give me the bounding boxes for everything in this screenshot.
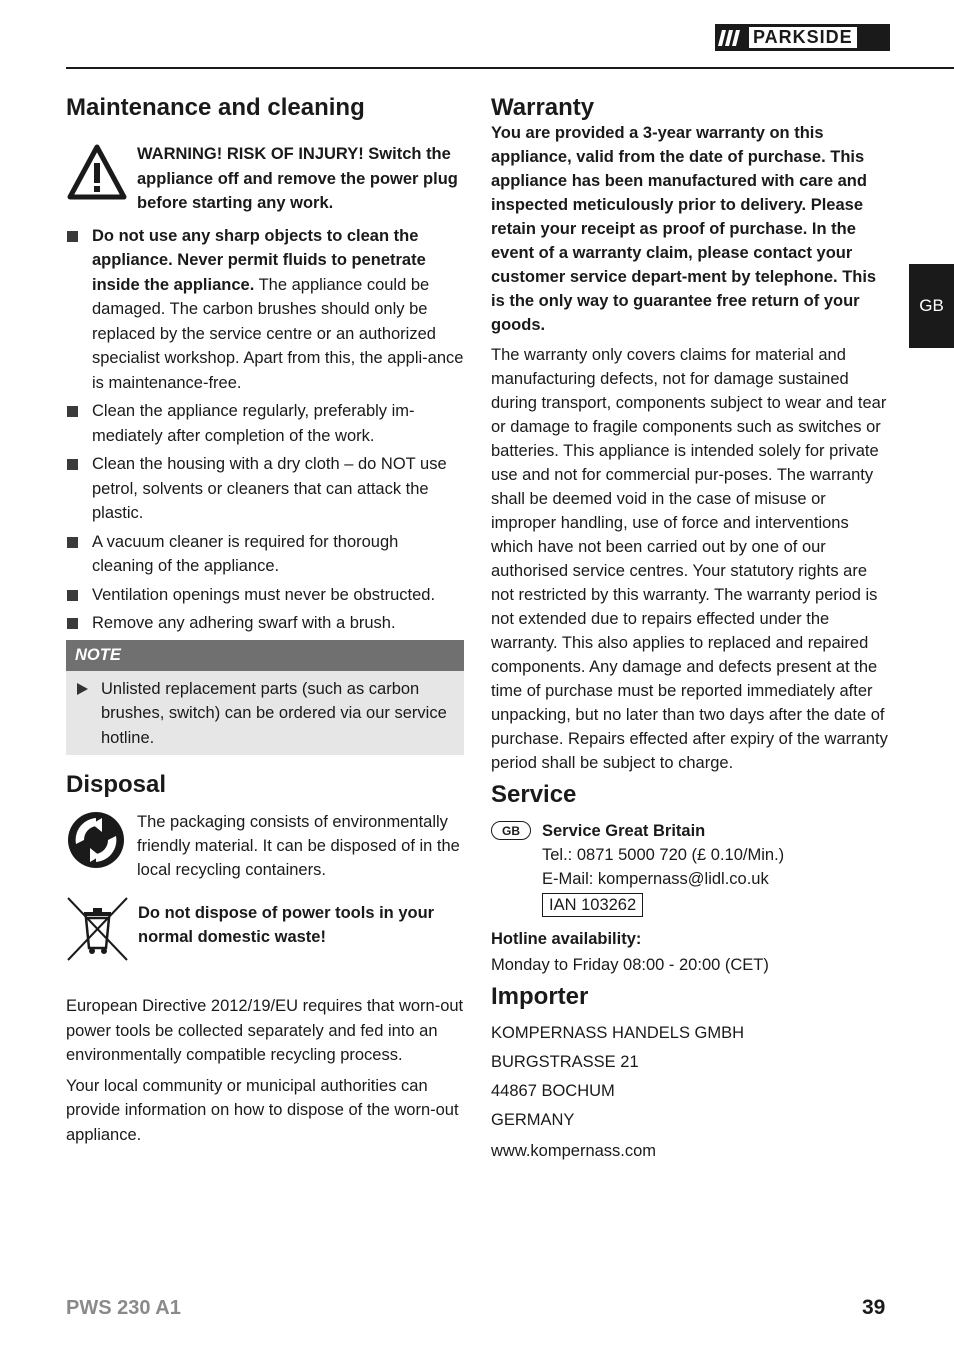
list-item xyxy=(66,224,464,396)
list-item xyxy=(66,530,464,579)
brand-name: PARKSIDE xyxy=(749,27,857,48)
warning-triangle-icon xyxy=(66,142,128,204)
address-line: 44867 BOCHUM xyxy=(491,1082,615,1100)
recycling-icon xyxy=(66,810,126,870)
warning-block xyxy=(66,142,464,216)
bullet-text: A vacuum cleaner is required for thorough cleaning of the appliance. xyxy=(92,532,399,575)
maintenance-title: Maintenance and cleaning xyxy=(66,94,365,121)
packaging-block xyxy=(66,810,464,882)
bullet-square-icon xyxy=(67,590,78,601)
directive-text: European Directive 2012/19/EU requires that worn-out power tools be collected separately and fed into an environmentally compatible recycling process. xyxy=(66,997,464,1064)
footer-model: PWS 230 A1 xyxy=(66,1297,181,1319)
warranty-intro: You are provided a 3-year warranty on this appliance, valid from the date of purchase. This appliance has been manufactured with care and inspected meticulously prior to delivery. Please retain your receipt as proof of purchase. In the event of a warranty claim, please contact your customer service depart-ment by telephone. This is the only way to guarantee free return of your goods. xyxy=(491,124,877,334)
language-tab: GB xyxy=(909,264,954,348)
arrow-right-icon xyxy=(77,683,88,695)
disposal-title: Disposal xyxy=(66,771,167,798)
note-text: Unlisted replacement parts (such as carbon brushes, switch) can be ordered via our service hotline. xyxy=(101,679,447,747)
warranty-body: The warranty only covers claims for material and manufacturing defects, not for damage sustained during transport, components subject to wear and tear or damage to fragile components such as switches or batteries. This appliance is intended solely for private use and not for commercial pur-poses. The warranty shall be deemed void in the case of misuse or improper handling, use of force and interventions which have not been carried out by one of our authorised service centres. Your statutory rights are not restricted by this warranty. The warranty period is not extended due to repairs effected under the warranty. This also applies to replaced and repaired components. Any damage and defects present at the time of purchase must be reported immediately after unpacking, but no later than two days after the date of purchase. Repairs effected after expiry of the warranty period shall be subject to charge. xyxy=(491,346,888,772)
service-name: Service Great Britain xyxy=(542,822,706,840)
header-rule xyxy=(66,67,954,69)
address-line: GERMANY xyxy=(491,1111,575,1129)
bullet-text: Ventilation openings must never be obstructed. xyxy=(92,585,436,604)
left-column xyxy=(66,92,464,1147)
service-tel: Tel.: 0871 5000 720 (£ 0.10/Min.) xyxy=(542,846,785,864)
page-number: 39 xyxy=(862,1296,886,1319)
community-text: Your local community or municipal authorities can provide information on how to dispose of the worn-out appliance. xyxy=(66,1076,459,1144)
logo-stripes-icon xyxy=(715,24,745,51)
list-item xyxy=(66,611,464,636)
parkside-logo xyxy=(715,24,890,51)
bin-block xyxy=(66,896,464,962)
service-email: E-Mail: kompernass@lidl.co.uk xyxy=(542,870,769,888)
importer-title: Importer xyxy=(491,983,589,1010)
bullet-text: Remove any adhering swarf with a brush. xyxy=(92,614,396,632)
list-item xyxy=(66,399,464,448)
bullet-text: The appliance could be damaged. The carbon brushes should only be replaced by the service centre or an authorized specialist workshop. Apart from this, the appli-ance is maintenance-free. xyxy=(92,275,464,392)
importer-address xyxy=(491,1019,891,1135)
bin-warning-text: Do not dispose of power tools in your normal domestic waste! xyxy=(138,904,435,946)
bullet-square-icon xyxy=(67,537,78,548)
hotline-label: Hotline availability: xyxy=(491,930,642,948)
right-column xyxy=(491,92,891,1163)
list-item xyxy=(66,583,464,608)
note-box xyxy=(66,640,464,756)
bullet-square-icon xyxy=(67,406,78,417)
maintenance-list xyxy=(66,224,464,636)
bullet-text: Clean the appliance regularly, preferably im-mediately after completion of the work. xyxy=(92,402,415,445)
bullet-text: Clean the housing with a dry cloth – do NOT use petrol, solvents or cleaners that can attack the plastic. xyxy=(92,455,447,522)
service-details xyxy=(542,819,784,917)
packaging-text: The packaging consists of environmentally friendly material. It can be disposed of in the local recycling containers. xyxy=(137,813,460,879)
country-badge: GB xyxy=(491,821,531,840)
warning-text: WARNING! RISK OF INJURY! Switch the appliance off and remove the power plug before starting any work. xyxy=(137,145,458,212)
bullet-bold-text: Do not use any sharp objects to clean the appliance. Never permit fluids to penetrate inside the appliance. xyxy=(92,226,426,294)
crossed-bin-icon xyxy=(66,896,129,962)
hotline-hours: Monday to Friday 08:00 - 20:00 (CET) xyxy=(491,956,769,974)
note-body xyxy=(66,671,464,756)
service-title: Service xyxy=(491,781,577,808)
importer-website[interactable]: www.kompernass.com xyxy=(491,1142,657,1160)
address-line: KOMPERNASS HANDELS GMBH xyxy=(491,1024,745,1042)
address-line: BURGSTRASSE 21 xyxy=(491,1053,639,1071)
bullet-square-icon xyxy=(67,231,78,242)
service-block xyxy=(491,819,891,917)
bullet-square-icon xyxy=(67,618,78,629)
note-title: NOTE xyxy=(66,640,464,671)
warranty-title: Warranty xyxy=(491,94,595,121)
list-item xyxy=(66,452,464,526)
bullet-square-icon xyxy=(67,459,78,470)
ian-number: IAN 103262 xyxy=(542,893,643,917)
